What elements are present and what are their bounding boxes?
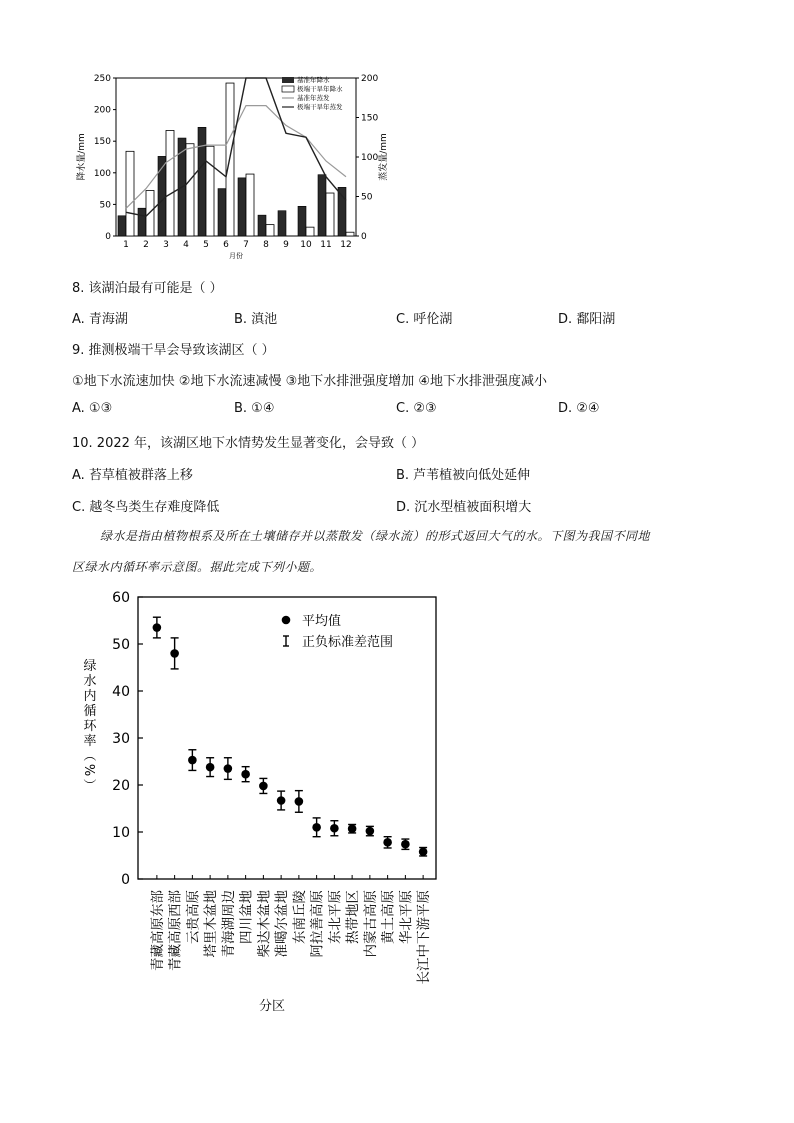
legend-label: 极端干旱年降水	[297, 85, 343, 93]
bar-drought-precip	[346, 232, 354, 236]
question-9-stem: 9. 推测极端干旱会导致该湖区（ ）	[72, 343, 275, 358]
x-tick-label: 云贵高原	[185, 890, 202, 944]
y-axis-title-char: ）	[81, 778, 96, 792]
bar-baseline-precip	[138, 208, 146, 236]
left-tick-label: 0	[105, 232, 111, 242]
precipitation-evaporation-chart	[70, 68, 400, 263]
x-tick-label: 10	[300, 240, 312, 250]
mean-point	[383, 838, 392, 847]
left-axis-title: 降水量/mm	[77, 133, 87, 181]
green-water-circulation-chart	[70, 585, 470, 1020]
legend-swatch-drought-precip	[282, 86, 294, 92]
y-tick-label: 10	[112, 825, 130, 841]
x-tick-label: 柴达木盆地	[256, 890, 273, 958]
x-tick-label: 塔里木盆地	[203, 890, 220, 958]
x-tick-label: 黄土高原	[380, 890, 397, 944]
q8-option-d: D. 鄱阳湖	[558, 312, 616, 327]
x-tick-label: 华北平原	[398, 890, 415, 944]
bar-drought-precip	[186, 144, 194, 236]
q9-option-d: D. ②④	[558, 401, 600, 416]
y-tick-label: 20	[112, 778, 130, 794]
mean-point	[241, 770, 250, 779]
legend-label: 基准年降水	[297, 76, 330, 84]
right-tick-label: 0	[361, 232, 367, 242]
bar-baseline-precip	[318, 175, 326, 236]
question-9-items: ①地下水流速加快 ②地下水流速减慢 ③地下水排泄强度增加 ④地下水排泄强度减小	[72, 374, 548, 389]
y-tick-label: 0	[121, 872, 130, 888]
bar-baseline-precip	[218, 189, 226, 236]
x-tick-label: 6	[223, 240, 229, 250]
mean-point	[295, 797, 304, 806]
mean-point	[348, 824, 357, 833]
mean-point	[330, 824, 339, 833]
bar-drought-precip	[326, 193, 334, 236]
x-tick-label: 青藏高原西部	[167, 890, 184, 971]
y-tick-label: 60	[112, 590, 130, 606]
mean-point	[419, 847, 428, 856]
x-tick-label: 8	[263, 240, 269, 250]
q10-option-d: D. 沉水型植被面积增大	[396, 500, 532, 515]
question-10-stem: 10. 2022 年，该湖区地下水情势发生显著变化，会导致（ ）	[72, 436, 425, 451]
x-tick-label: 11	[320, 240, 332, 250]
q9-option-b: B. ①④	[234, 401, 275, 416]
q9-option-c: C. ②③	[396, 401, 437, 416]
y-axis-title-char: 率	[83, 734, 97, 749]
bar-drought-precip	[126, 151, 134, 236]
x-axis-title: 月份	[229, 252, 243, 260]
mean-point	[312, 823, 321, 832]
y-tick-label: 50	[112, 637, 130, 653]
mean-point	[277, 796, 286, 805]
bar-drought-precip	[306, 227, 314, 236]
y-axis-title-char: （	[81, 748, 96, 762]
y-axis-title-char: 内	[83, 689, 97, 704]
left-tick-label: 100	[93, 168, 111, 179]
question-8-stem: 8. 该湖泊最有可能是（ ）	[72, 281, 223, 296]
mean-point	[401, 840, 410, 849]
right-tick-label: 100	[361, 153, 379, 163]
legend-mean-label: 平均值	[302, 614, 342, 629]
y-axis-title-char: 循	[83, 704, 97, 719]
x-tick-label: 阿拉善高原	[309, 890, 326, 958]
bar-baseline-precip	[198, 127, 206, 236]
x-tick-label: 3	[163, 240, 169, 250]
x-tick-label: 准噶尔盆地	[274, 890, 291, 958]
x-tick-label: 5	[203, 240, 209, 250]
mean-point	[224, 764, 233, 773]
bar-drought-precip	[166, 130, 174, 236]
bar-baseline-precip	[298, 206, 306, 236]
bar-drought-precip	[246, 174, 254, 236]
x-tick-label: 热带地区	[345, 890, 362, 944]
legend-label: 基准年蒸发	[297, 94, 330, 102]
mean-point	[170, 649, 179, 658]
right-axis-title: 蒸发量/mm	[379, 133, 389, 181]
q8-option-b: B. 滇池	[234, 312, 278, 327]
left-tick-label: 50	[99, 200, 111, 211]
x-tick-label: 7	[243, 240, 249, 250]
y-axis-title-char: 水	[83, 674, 97, 689]
y-axis-title-char: %	[81, 763, 96, 777]
y-tick-label: 30	[112, 731, 130, 747]
q8-option-a: A. 青海湖	[72, 312, 128, 327]
legend-swatch-baseline-precip	[282, 77, 294, 83]
bar-baseline-precip	[118, 216, 126, 236]
x-tick-label: 9	[283, 240, 289, 250]
x-tick-label: 2	[143, 240, 149, 250]
mean-point	[188, 756, 197, 765]
mean-point	[259, 782, 268, 791]
q9-option-a: A. ①③	[72, 401, 113, 416]
x-tick-label: 四川盆地	[238, 890, 255, 944]
left-tick-label: 150	[93, 137, 111, 148]
q8-option-c: C. 呼伦湖	[396, 312, 453, 327]
x-tick-label: 内蒙古高原	[362, 890, 379, 958]
right-tick-label: 200	[361, 74, 379, 84]
x-tick-label: 4	[183, 240, 189, 250]
x-tick-label: 长江中下游平原	[416, 890, 433, 985]
passage-line-1: 绿水是指由植物根系及所在土壤储存并以蒸散发（绿水流）的形式返回大气的水。下图为我国不同地	[100, 529, 651, 543]
mean-point	[153, 623, 162, 632]
x-tick-label: 12	[340, 240, 352, 250]
bar-drought-precip	[266, 225, 274, 236]
x-tick-label: 1	[123, 240, 129, 250]
x-tick-label: 青海湖周边	[220, 890, 237, 958]
bar-drought-precip	[206, 146, 214, 236]
y-axis-title-char: 环	[83, 719, 97, 734]
y-tick-label: 40	[112, 684, 130, 700]
left-tick-label: 250	[93, 74, 111, 84]
x-tick-label: 东北平原	[327, 890, 344, 944]
bar-baseline-precip	[278, 211, 286, 236]
legend-errorbar-label: 正负标准差范围	[302, 635, 394, 650]
legend-label: 极端干旱年蒸发	[297, 103, 343, 111]
mean-point	[366, 827, 375, 836]
y-axis-title-char: 绿	[83, 659, 97, 674]
q10-option-b: B. 芦苇植被向低处延伸	[396, 468, 531, 483]
bar-baseline-precip	[238, 178, 246, 236]
bar-baseline-precip	[258, 215, 266, 236]
legend-mean-marker	[282, 616, 291, 625]
q10-option-c: C. 越冬鸟类生存难度降低	[72, 500, 220, 515]
right-tick-label: 150	[361, 113, 379, 124]
x-axis-title: 分区	[258, 999, 286, 1014]
q10-option-a: A. 苔草植被群落上移	[72, 468, 193, 483]
mean-point	[206, 763, 215, 772]
x-tick-label: 青藏高原东部	[149, 890, 166, 971]
right-tick-label: 50	[361, 192, 373, 203]
x-tick-label: 东南丘陵	[291, 890, 308, 944]
left-tick-label: 200	[93, 105, 111, 116]
passage-line-2: 区绿水内循环率示意图。据此完成下列小题。	[72, 560, 323, 574]
